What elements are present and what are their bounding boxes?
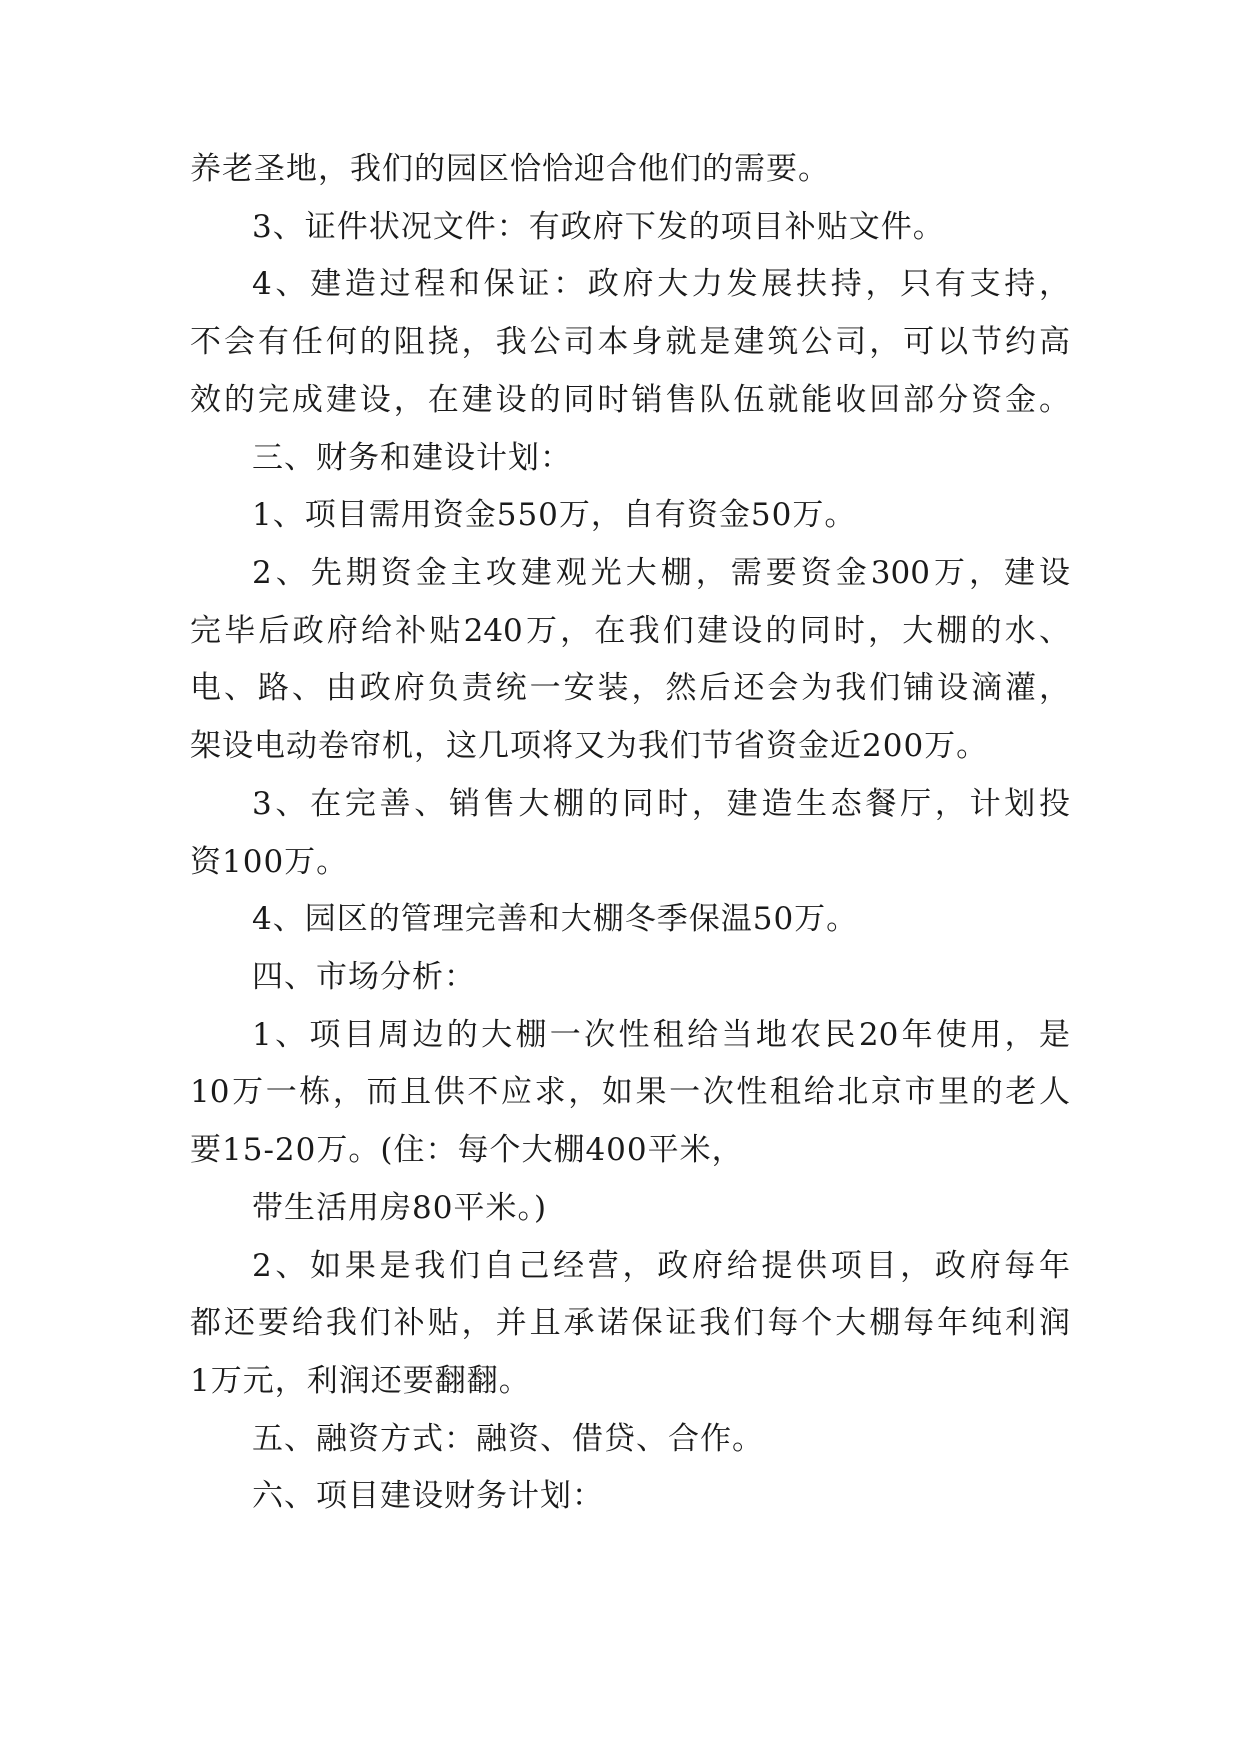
text-line-21: 都还要给我们补贴，并且承诺保证我们每个大棚每年纯利润 [190, 1305, 1070, 1341]
section-heading-finance: 三、财务和建设计划： [252, 440, 572, 476]
text-line-13: 资100万。 [190, 844, 349, 880]
text-line-2: 3、证件状况文件：有政府下发的项目补贴文件。 [252, 209, 945, 245]
text-line-5: 效的完成建设，在建设的同时销售队伍就能收回部分资金。 [190, 382, 1070, 418]
section-heading-project-finance: 六、项目建设财务计划： [252, 1478, 604, 1514]
text-line-1: 养老圣地，我们的园区恰恰迎合他们的需要。 [190, 151, 830, 187]
text-line-11: 架设电动卷帘机，这几项将又为我们节省资金近200万。 [190, 728, 989, 764]
text-line-7: 1、项目需用资金550万，自有资金50万。 [252, 497, 857, 533]
text-line-20: 2、如果是我们自己经营，政府给提供项目，政府每年 [252, 1248, 1070, 1284]
text-line-8: 2、先期资金主攻建观光大棚，需要资金300万，建设 [252, 555, 1070, 591]
text-line-3: 4、建造过程和保证：政府大力发展扶持，只有支持， [252, 266, 1070, 302]
text-line-10: 电、路、由政府负责统一安装，然后还会为我们铺设滴灌， [190, 670, 1070, 706]
text-line-22: 1万元，利润还要翻翻。 [190, 1363, 531, 1399]
section-heading-financing: 五、融资方式：融资、借贷、合作。 [252, 1421, 764, 1457]
section-heading-market: 四、市场分析： [252, 959, 476, 995]
text-line-17: 10万一栋，而且供不应求，如果一次性租给北京市里的老人 [190, 1074, 1070, 1110]
text-line-16: 1、项目周边的大棚一次性租给当地农民20年使用，是 [252, 1017, 1070, 1053]
text-line-18: 要15-20万。(住：每个大棚400平米， [190, 1132, 744, 1168]
text-line-9: 完毕后政府给补贴240万，在我们建设的同时，大棚的水、 [190, 613, 1070, 649]
text-line-12: 3、在完善、销售大棚的同时，建造生态餐厅，计划投 [252, 786, 1070, 822]
text-line-4: 不会有任何的阻挠，我公司本身就是建筑公司，可以节约高 [190, 324, 1070, 360]
text-line-19: 带生活用房80平米。) [252, 1190, 548, 1226]
text-line-14: 4、园区的管理完善和大棚冬季保温50万。 [252, 901, 859, 937]
